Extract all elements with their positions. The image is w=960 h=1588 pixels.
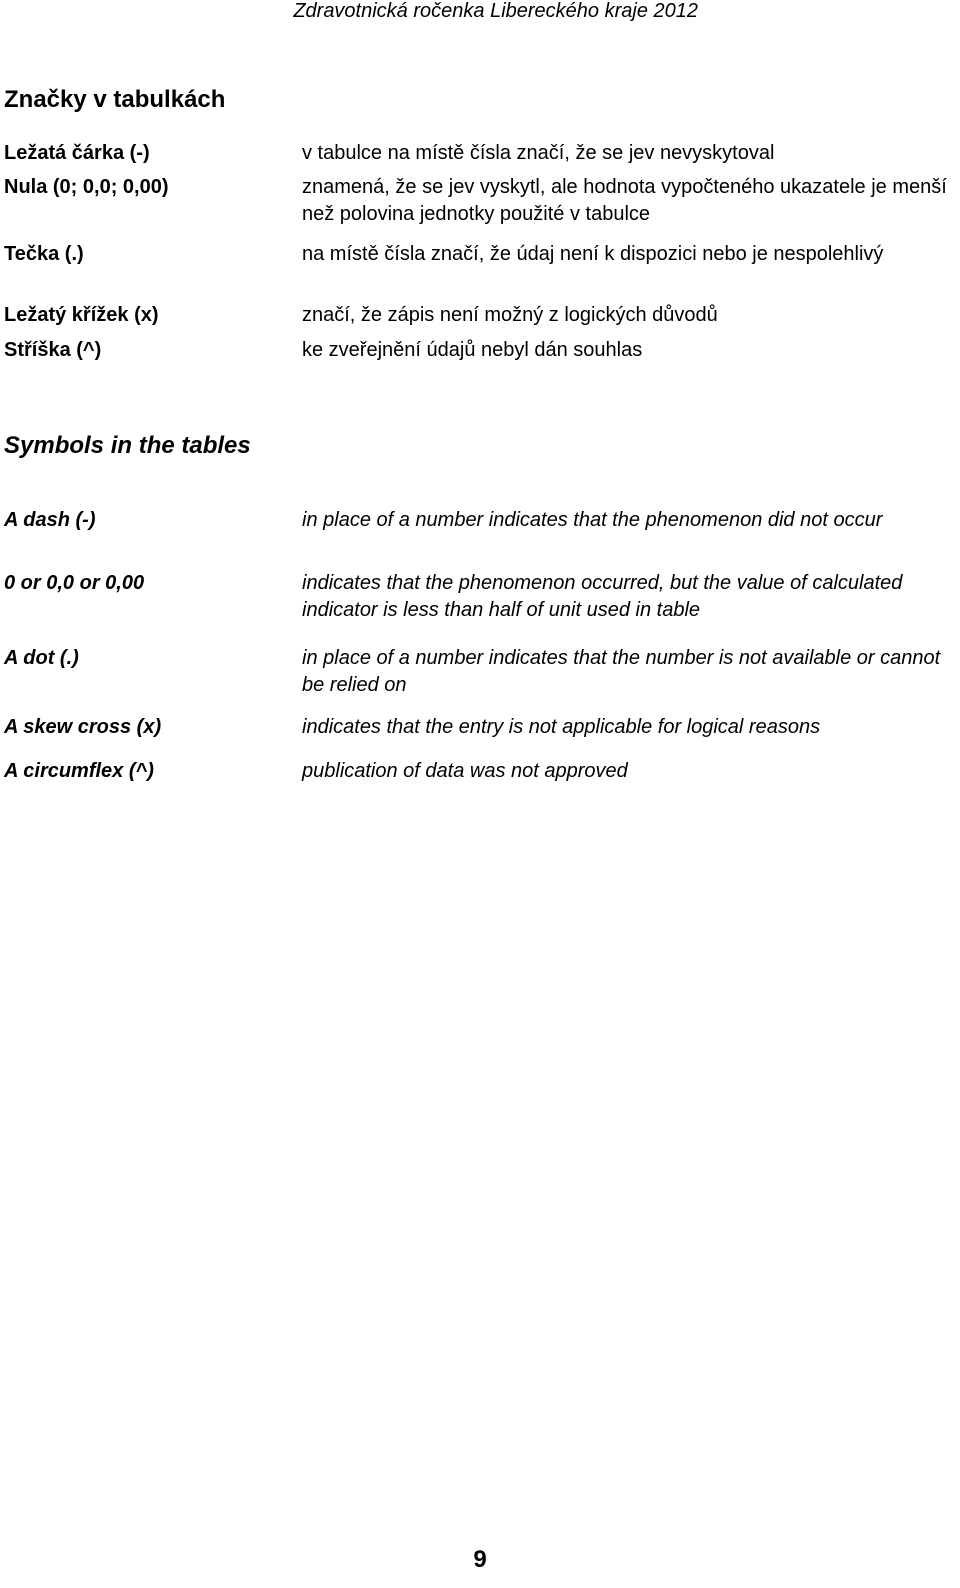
czech-section-title: Značky v tabulkách xyxy=(4,86,226,113)
symbol-description: in place of a number indicates that the number is not available or cannot be relied on xyxy=(302,647,941,696)
symbol-description: znamená, že se jev vyskytl, ale hodnota vypočteného ukazatele je menší než polovina jednotky použité v tabulce xyxy=(302,176,947,225)
running-header: Zdravotnická ročenka Libereckého kraje 2012 xyxy=(293,0,698,22)
symbol-description: indicates that the phenomenon occurred, but the value of calculated indicator is less than half of unit used in table xyxy=(302,572,903,621)
symbol-term: A dot (.) xyxy=(4,647,79,669)
symbol-description: in place of a number indicates that the phenomenon did not occur xyxy=(302,509,883,531)
symbol-term: Stříška (^) xyxy=(4,339,102,361)
symbol-description: v tabulce na místě čísla značí, že se jev nevyskytoval xyxy=(302,142,775,164)
page-number: 9 xyxy=(473,1546,487,1573)
symbol-term: Tečka (.) xyxy=(4,243,84,265)
symbol-term: A skew cross (x) xyxy=(4,716,162,738)
symbol-term: 0 or 0,0 or 0,00 xyxy=(4,572,145,594)
english-section-title: Symbols in the tables xyxy=(4,432,251,459)
symbol-description: indicates that the entry is not applicable for logical reasons xyxy=(302,716,821,738)
symbol-term: A dash (-) xyxy=(4,509,96,531)
symbol-description: publication of data was not approved xyxy=(302,760,628,782)
symbol-term: A circumflex (^) xyxy=(4,760,154,782)
symbol-term: Nula (0; 0,0; 0,00) xyxy=(4,176,169,198)
symbol-term: Ležatý křížek (x) xyxy=(4,304,159,326)
symbol-description: na místě čísla značí, že údaj není k dispozici nebo je nespolehlivý xyxy=(302,243,884,265)
symbol-description: značí, že zápis není možný z logických důvodů xyxy=(302,304,718,326)
symbol-description: ke zveřejnění údajů nebyl dán souhlas xyxy=(302,339,643,361)
symbol-term: Ležatá čárka (-) xyxy=(4,142,150,164)
